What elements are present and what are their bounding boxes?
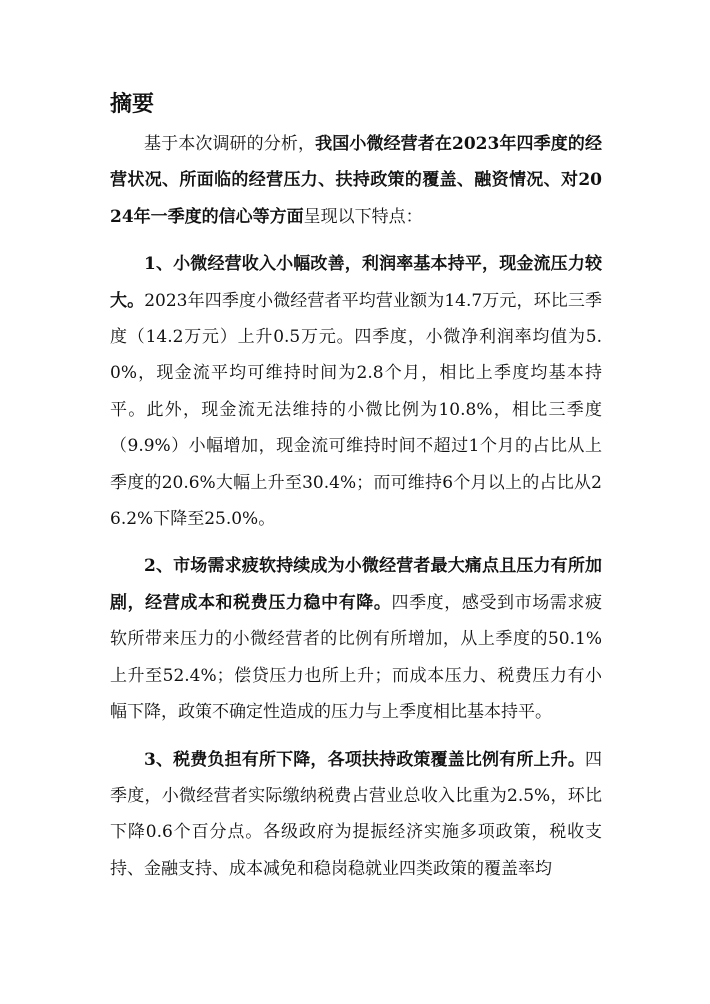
point-3-heading: 3、税费负担有所下降，各项扶持政策覆盖比例有所上升。 — [144, 749, 585, 770]
section-heading: 摘要 — [110, 91, 155, 117]
document-page — [110, 88, 602, 898]
intro-bold-text: 我国小微经营者在2023年四季度的经营状况、所面临的经营压力、扶持政策的覆盖、融资情况、对2024年一季度的信心等方面 — [110, 134, 602, 227]
point-1-body: 2023年四季度小微经营者平均营业额为14.7万元，环比三季度（14.2万元）上升0.5万元。四季度，小微净利润率均值为5.0%，现金流平均可维持时间为2.8个月，相比上季度均基本持平。此外，现金流无法维持的小微比例为10.8%，相比三季度（9.9%）小幅增加，现金流可维持时间不超过1个月的占比从上季度的20.6%大幅上升至30.4%；而可维持6个月以上的占比从26.2%下降至25.0%。 — [110, 290, 602, 530]
point-3-body: 四季度，小微经营者实际缴纳税费占营业总收入比重为2.5%，环比下降0.6个百分点。各级政府为提振经济实施多项政策，税收支持、金融支持、成本减免和稳岗稳就业四类政策的覆盖率均 — [110, 749, 602, 879]
intro-lead-text: 基于本次调研的分析， — [144, 134, 316, 154]
point-2-heading: 2、市场需求疲软持续成为小微经营者最大痛点且压力有所加剧，经营成本和税费压力稳中有降。 — [110, 556, 602, 613]
point-1-paragraph — [110, 246, 602, 537]
point-2-body: 四季度，感受到市场需求疲软所带来压力的小微经营者的比例有所增加，从上季度的50.1%上升至52.4%；偿贷压力也所上升；而成本压力、税费压力有小幅下降，政策不确定性造成的压力与上季度相比基本持平。 — [110, 592, 603, 723]
intro-paragraph — [110, 126, 602, 235]
point-2-paragraph — [110, 548, 602, 730]
point-3-paragraph — [110, 742, 602, 888]
point-1-heading: 1、小微经营收入小幅改善，利润率基本持平，现金流压力较大。 — [110, 254, 602, 311]
intro-tail-text: 呈现以下特点： — [303, 206, 423, 227]
